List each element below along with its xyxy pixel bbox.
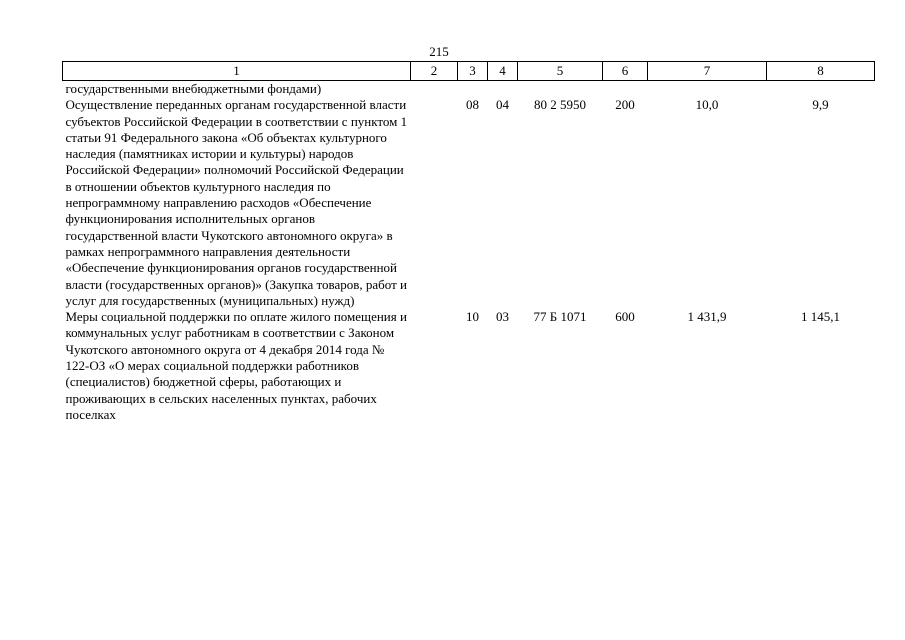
table-header	[63, 62, 875, 81]
budget-table	[62, 61, 875, 423]
row-amount-plan: 10,0	[695, 97, 719, 113]
row-col-2	[411, 309, 458, 423]
row-target-code	[518, 81, 603, 98]
column-header-5: 5	[518, 62, 603, 81]
table-body	[63, 81, 875, 424]
row-subsection: 04	[496, 97, 509, 113]
table-row	[63, 81, 875, 98]
row-target-code: 80 2 5950	[534, 97, 586, 113]
column-number-row	[63, 62, 875, 81]
row-col-2	[411, 81, 458, 98]
row-name: Меры социальной поддержки по оплате жилого помещения и коммунальных услуг работникам в соответствии с Законом Чукотского автономного округа от 4 декабря 2014 года № 122-ОЗ «О мерах социальной поддержки работников (специалистов) бюджетной сферы, работающих и проживающих в сельских населенных пунктах, рабочих поселках	[65, 309, 407, 422]
column-header-6: 6	[603, 62, 648, 81]
row-name: Осуществление переданных органам государственной власти субъектов Российской Федерации в соответствии с пунктом 1 статьи 91 Федерального закона «Об объектах культурного наследия (памятниках истории и культуры) народов Российской Федерации» полномочий Российской Федерации в отношении объектов культурного наследия по непрограммному направлению расходов «Обеспечение функционирования исполнительных органов государственной власти Чукотского автономного округа» в рамках непрограммного направления деятельности «Обеспечение функционирования органов государственной власти (государственных органов)» (Закупка товаров, работ и услуг для государственных (муниципальных) нужд)	[65, 97, 408, 308]
table-row	[63, 97, 875, 309]
row-section	[458, 81, 488, 98]
row-subsection	[488, 81, 518, 98]
row-col-2	[411, 97, 458, 309]
row-expense-type: 600	[615, 309, 635, 325]
table-row	[63, 309, 875, 423]
page-number: 215	[429, 44, 449, 59]
column-header-1: 1	[63, 62, 411, 81]
row-target-code: 77 Б 1071	[533, 309, 587, 325]
row-section: 10	[466, 309, 479, 325]
row-amount-actual: 9,9	[812, 97, 829, 113]
row-amount-plan	[648, 81, 767, 98]
row-subsection: 03	[496, 309, 509, 325]
row-amount-plan: 1 431,9	[687, 309, 727, 325]
column-header-2: 2	[411, 62, 458, 81]
row-amount-actual	[767, 81, 875, 98]
column-header-4: 4	[488, 62, 518, 81]
column-header-7: 7	[648, 62, 767, 81]
column-header-3: 3	[458, 62, 488, 81]
row-amount-actual: 1 145,1	[801, 309, 840, 325]
column-header-8: 8	[767, 62, 875, 81]
row-expense-type	[603, 81, 648, 98]
row-expense-type: 200	[615, 97, 635, 113]
row-section: 08	[466, 97, 479, 113]
row-name: государственными внебюджетными фондами)	[65, 81, 322, 96]
